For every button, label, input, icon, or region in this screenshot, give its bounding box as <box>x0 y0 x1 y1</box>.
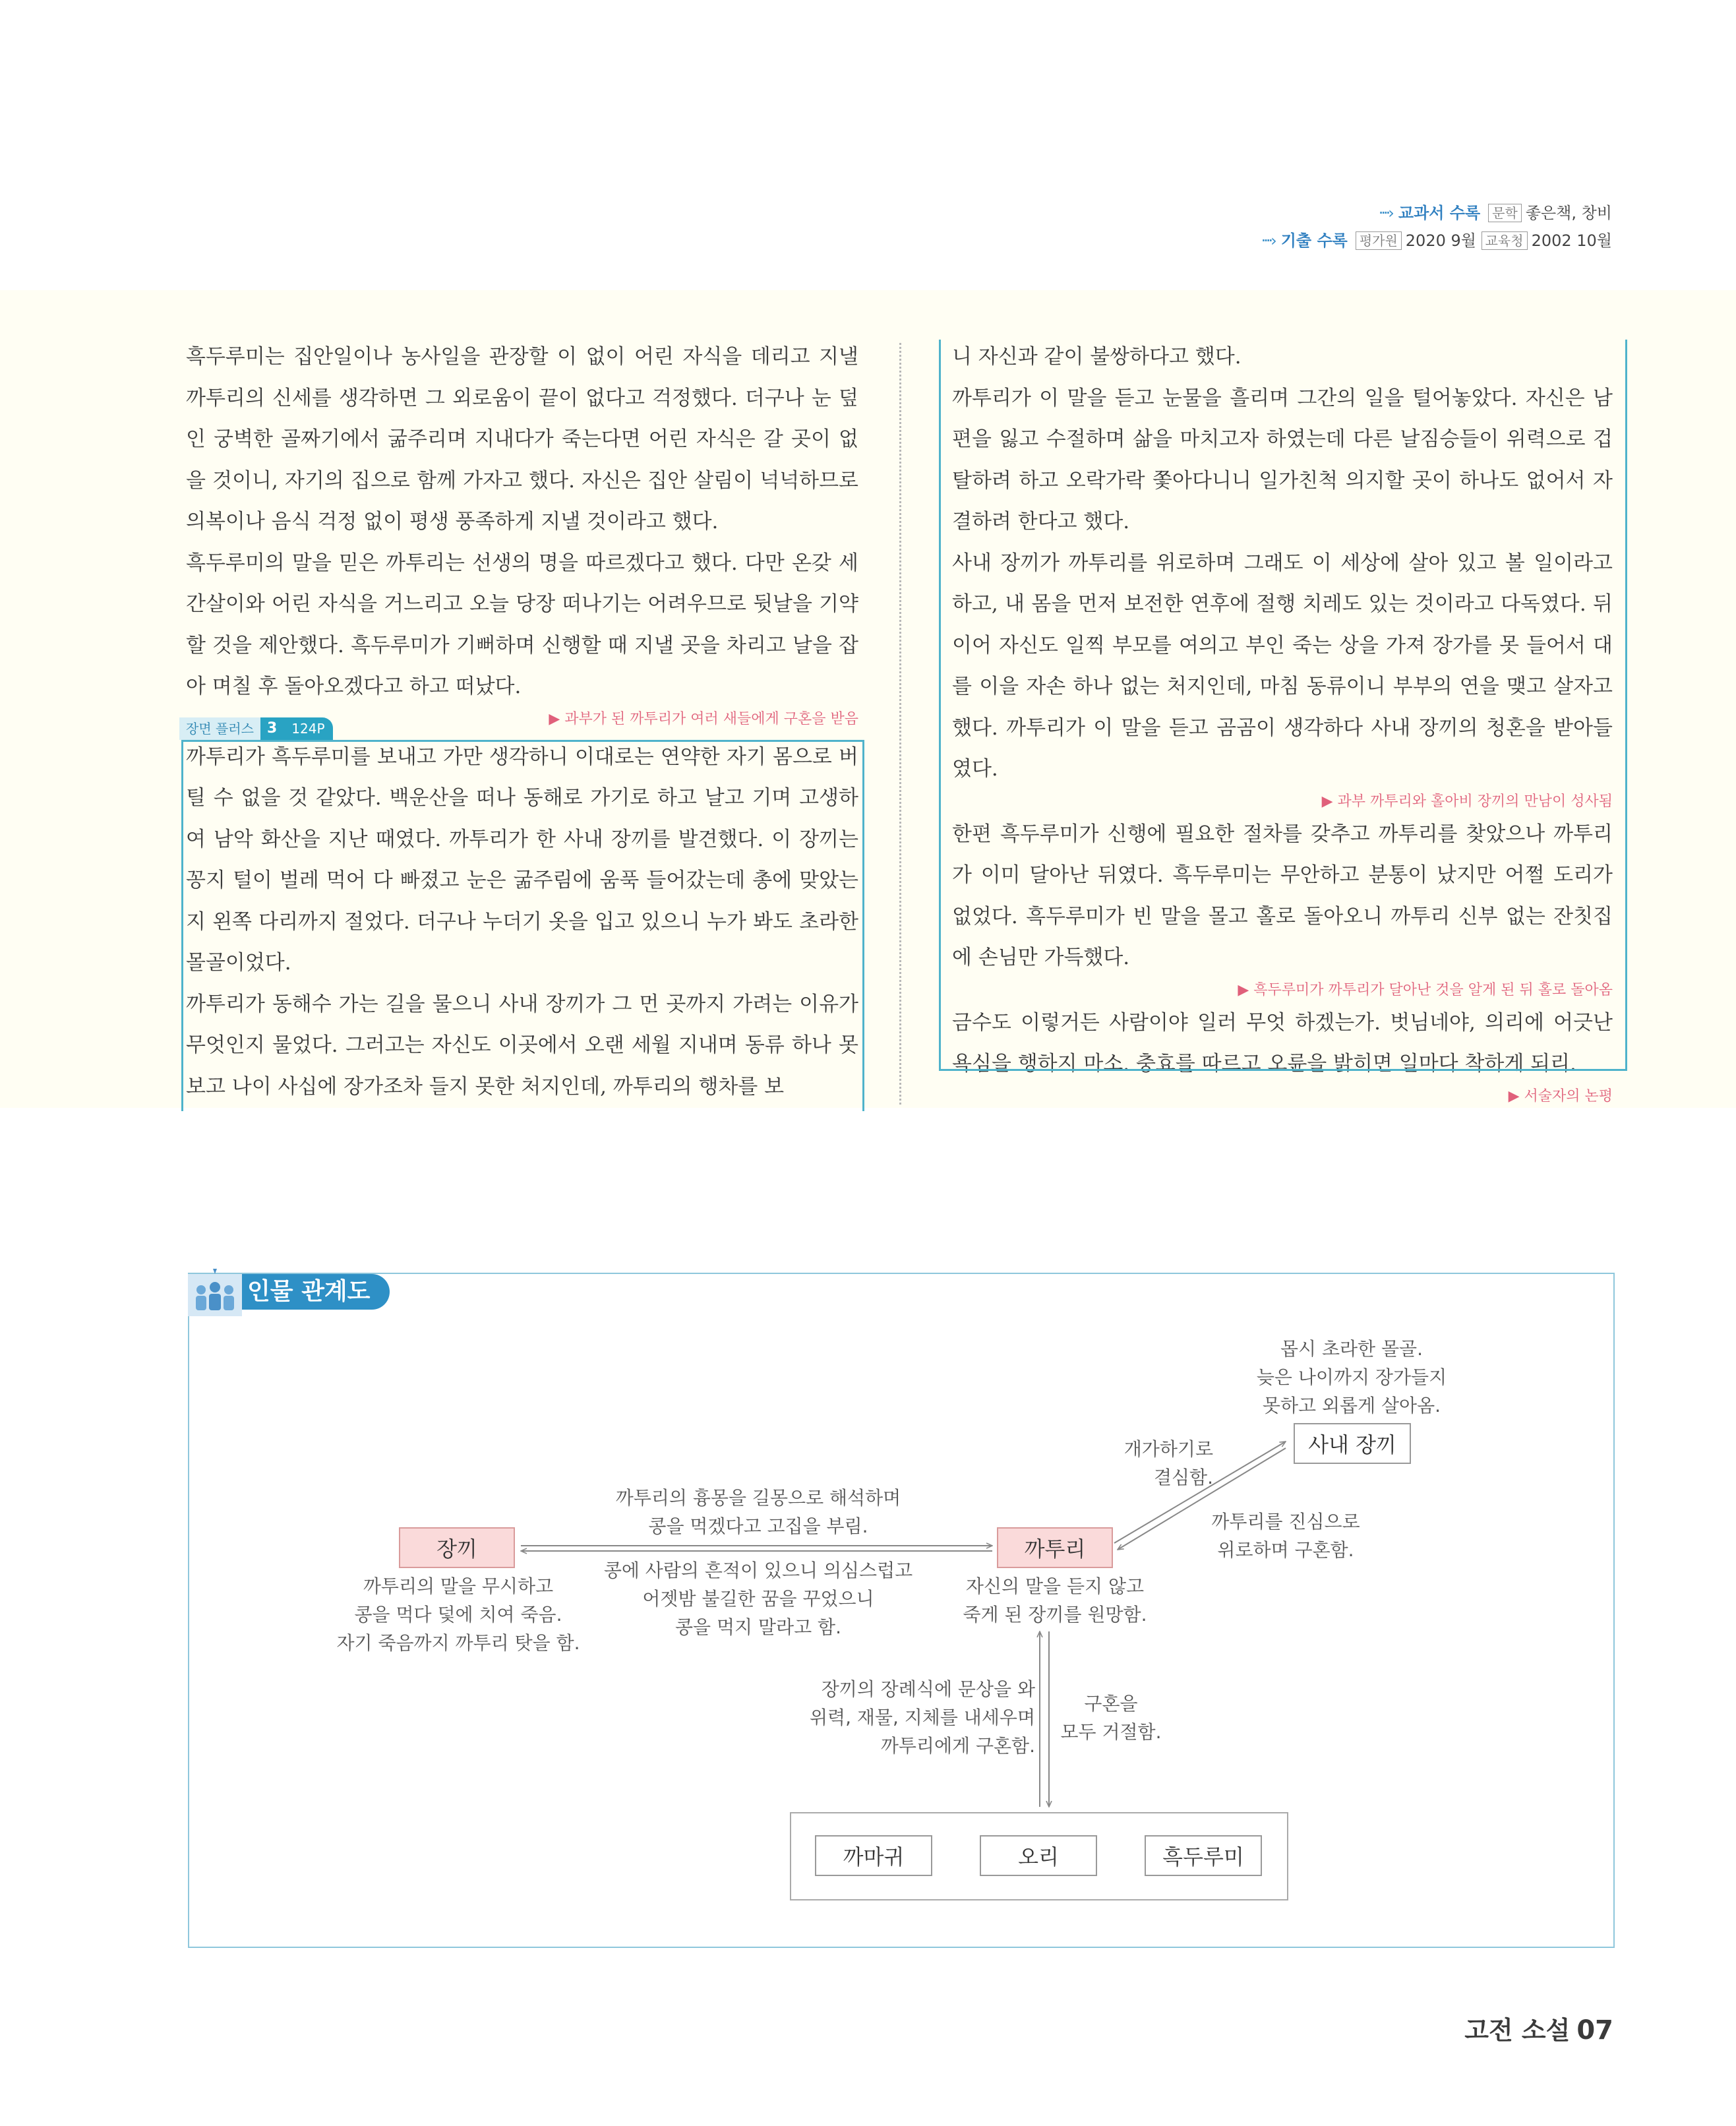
label-kkaturi-to-sanae: 개가하기로 결심함. <box>1123 1438 1213 1488</box>
paragraph: 흑두루미는 집안일이나 농사일을 관장할 이 없이 어린 자식을 데리고 지낼 까투리의 신세를 생각하면 그 외로움이 끝이 없다고 걱정했다. 더구나 눈 덮인 궁벽한 골짜기에서 굶주리며 지내다가 죽는다면 어린 자식은 갈 곳이 없을 것이니, 자기의 집으로 함께 가자고 했다. 자신은 집안 살림이 넉넉하므로 의복이나 음식 걱정 없이 평생 풍족하게 지낼 것이라고 했다. <box>186 345 858 533</box>
page-footer <box>1464 2010 1613 2046</box>
paragraph: 니 자신과 같이 불쌍하다고 했다. <box>952 345 1242 369</box>
node-kkamagwi: 까마귀 <box>815 1835 932 1876</box>
summary-note: ▶ 과부 까투리와 홀아비 장끼의 만남이 성사됨 <box>1321 793 1613 810</box>
paragraph: 까투리가 흑두루미를 보내고 가만 생각하니 이대로는 연약한 자기 몸으로 버틸 수 없을 것 같았다. 백운산을 떠나 동해로 가기로 하고 날고 기며 고생하여 남악 화산을 지난 때였다. 까투리가 한 사내 장끼를 발견했다. 이 장끼는 꽁지 털이 벌레 먹어 다 빠졌고 눈은 굶주림에 움푹 들어갔는데 총에 맞았는지 왼쪽 다리까지 절었다. 더구나 누더기 옷을 입고 있으니 누가 봐도 초라한 몰골이었다. <box>186 744 858 975</box>
paragraph: 한편 흑두루미가 신행에 필요한 절차를 갖추고 까투리를 찾았으나 까투리가 이미 달아난 뒤였다. 흑두루미는 무안하고 분통이 났지만 어쩔 도리가 없었다. 흑두루미가 빈 말을 몰고 홀로 돌아오니 까투리 신부 없는 잔칫집에 손님만 가득했다. <box>952 822 1613 969</box>
label-birds-to-kkaturi: 장끼의 장례식에 문상을 와 위력, 재물, 지체를 내세우며 까투리에게 구혼함. <box>809 1678 1035 1757</box>
label-kkaturi-to-birds: 구혼을 모두 거절함. <box>1060 1693 1162 1743</box>
node-ori: 오리 <box>980 1835 1097 1876</box>
paragraph: 흑두루미의 말을 믿은 까투리는 선생의 명을 따르겠다고 했다. 다만 온갖 세간살이와 어린 자식을 거느리고 오늘 당장 떠나기는 어려우므로 뒷날을 기약할 것을 제안했다. 흑두루미가 기뻐하며 신행할 때 지낼 곳을 차리고 날을 잡아 며칠 후 돌아오겠다고 하고 떠났다. <box>186 551 858 698</box>
paragraph: 사내 장끼가 까투리를 위로하며 그래도 이 세상에 살아 있고 볼 일이라고 하고, 내 몸을 먼저 보전한 연후에 절행 치레도 있는 것이라고 다독였다. 뒤이어 자신도 일찍 부모를 여의고 부인 죽는 상을 가져 장가를 못 들어서 대를 이을 자손 하나 없는 처지인데, 마침 동류이니 부부의 연을 맺고 살자고 했다. 까투리가 이 말을 듣고 곰곰이 생각하다 사내 장끼의 청혼을 받아들였다. <box>952 551 1613 781</box>
exam-source: ····› 기출 수록 평가원 2020 9월 교육청 2002 10월 <box>1261 231 1612 250</box>
paragraph: 금수도 이렇거든 사람이야 일러 무엇 하겠는가. 벗님네야, 의리에 어긋난 욕심을 행하지 마소. 충효를 따르고 오륜을 밝히면 일마다 착하게 되리. <box>952 1010 1613 1076</box>
label-sanae-desc: 몹시 초라한 몰골. 늦은 나이까지 장가들지 못하고 외롭게 살아옴. <box>1256 1338 1447 1416</box>
paragraph: 까투리가 이 말을 듣고 눈물을 흘리며 그간의 일을 털어놓았다. 자신은 남편을 잃고 수절하며 삶을 마치고자 하였는데 다른 날짐승들이 위력으로 겁탈하려 하고 오락가락 쫓아다니니 일가친척 의지할 곳이 하나도 없어서 자결하려 한다고 했다. <box>952 386 1613 533</box>
arrow-icon: ····› <box>1378 204 1392 222</box>
label-jangkki-desc: 까투리의 말을 무시하고 콩을 먹다 덫에 치여 죽음. 자기 죽음까지 까투리 탓을 함. <box>336 1575 580 1654</box>
scene-plus-tab: 장면 플러스 3 124P <box>179 717 333 740</box>
label-kkaturi-desc: 자신의 말을 듣지 않고 죽게 된 장끼를 원망함. <box>963 1575 1147 1625</box>
arrow-icon: ····› <box>1261 231 1274 250</box>
label-kkaturi-to-jangkki: 콩에 사람의 흔적이 있으니 의심스럽고 어젯밤 불길한 꿈을 꾸었으니 콩을 먹지 말라고 함. <box>603 1560 913 1638</box>
label-jangkki-to-kkaturi: 까투리의 흉몽을 길몽으로 해석하며 콩을 먹겠다고 고집을 부림. <box>615 1487 901 1537</box>
summary-note: ▶ 서술자의 논평 <box>1508 1087 1613 1105</box>
node-jangkki: 장끼 <box>399 1527 515 1568</box>
section-title: 고전 소설 <box>1464 2016 1571 2045</box>
node-heukdurumi: 흑두루미 <box>1145 1835 1262 1876</box>
textbook-source: ····› 교과서 수록 문학 좋은책, 창비 <box>1378 204 1612 222</box>
paragraph: 까투리가 동해수 가는 길을 물으니 사내 장끼가 그 먼 곳까지 가려는 이유가 무엇인지 물었다. 그러고는 자신도 이곳에서 오랜 세월 지내며 동류 하나 못 보고 나이 사십에 장가조차 들지 못한 처지인데, 까투리의 행차를 보 <box>186 992 858 1099</box>
page-number: 07 <box>1576 2015 1613 2046</box>
node-kkaturi: 까투리 <box>997 1527 1113 1568</box>
label-sanae-to-kkaturi: 까투리를 진심으로 위로하며 구혼함. <box>1211 1511 1360 1561</box>
summary-note: ▶ 과부가 된 까투리가 여러 새들에게 구혼을 받음 <box>549 710 858 727</box>
node-sanae-jangkki: 사내 장끼 <box>1294 1423 1411 1464</box>
summary-note: ▶ 흑두루미가 까투리가 달아난 것을 알게 된 뒤 홀로 돌아옴 <box>1238 981 1613 998</box>
